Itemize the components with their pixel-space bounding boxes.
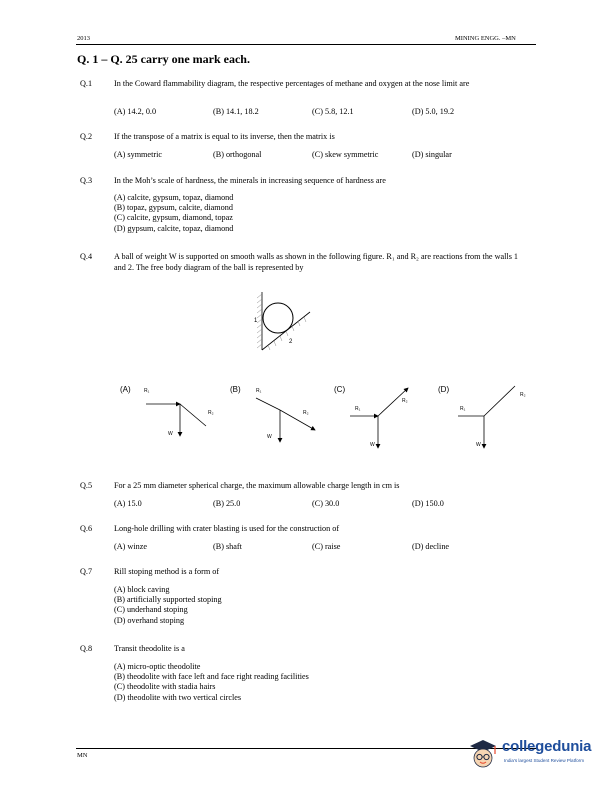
option-a: (A) 15.0 bbox=[114, 499, 142, 508]
question-number: Q.6 bbox=[80, 524, 93, 533]
question-number: Q.2 bbox=[80, 132, 93, 141]
w-label: W bbox=[476, 442, 481, 448]
question-text: A ball of weight W is supported on smooth walls as shown in the following figure. R₁ and R₂ are reactions from the walls 1 and 2. The free body diagram of the ball is represented by bbox=[114, 252, 519, 272]
fbd-option-d bbox=[438, 385, 526, 448]
option-b: (B) artificially supported stoping bbox=[114, 595, 222, 605]
r2-line bbox=[180, 404, 206, 426]
r2-label: R₂ bbox=[402, 398, 408, 404]
r2-label: R₂ bbox=[303, 410, 309, 416]
w-label: W bbox=[370, 442, 375, 448]
question-text: Rill stoping method is a form of bbox=[114, 567, 220, 576]
option-c: (C) raise bbox=[312, 542, 341, 551]
options-list bbox=[114, 662, 309, 703]
footer-code: MN bbox=[77, 752, 88, 759]
option-d: (D) 5.0, 19.2 bbox=[412, 107, 455, 116]
header-rule bbox=[76, 44, 536, 45]
r1-label: R₁ bbox=[144, 388, 150, 394]
option-a: (A) block caving bbox=[114, 585, 170, 594]
r2-arrow bbox=[280, 410, 315, 430]
option-c: (C) skew symmetric bbox=[312, 150, 379, 159]
question-number: Q.1 bbox=[80, 79, 93, 88]
question-text: In the Coward flammability diagram, the respective percentages of methane and oxygen at the nose limit are bbox=[114, 79, 470, 88]
option-c: (C) 5.8, 12.1 bbox=[312, 107, 354, 116]
option-a-label: (A) bbox=[120, 385, 131, 394]
graduate-mascot-icon bbox=[466, 737, 500, 771]
question-number: Q.5 bbox=[80, 481, 93, 490]
section-title: Q. 1 – Q. 25 carry one mark each. bbox=[77, 52, 250, 66]
option-a: (A) 14.2, 0.0 bbox=[114, 107, 157, 116]
option-b: (B) orthogonal bbox=[213, 150, 262, 159]
option-b: (B) topaz, gypsum, calcite, diamond bbox=[114, 203, 233, 213]
option-d: (D) 150.0 bbox=[412, 499, 444, 508]
option-a: (A) calcite, gypsum, topaz, diamond bbox=[114, 193, 234, 202]
option-c: (C) underhand stoping bbox=[114, 605, 188, 615]
r1-label: R₁ bbox=[355, 406, 361, 412]
question-text: Transit theodolite is a bbox=[114, 644, 185, 653]
wall-1-label: 1 bbox=[254, 318, 258, 324]
option-c: (C) calcite, gypsum, diamond, topaz bbox=[114, 213, 233, 223]
w-label: W bbox=[168, 431, 173, 437]
brand-tagline: India's largest Student Review Platform bbox=[504, 758, 585, 763]
option-b-label: (B) bbox=[230, 385, 241, 394]
question-text: If the transpose of a matrix is equal to its inverse, then the matrix is bbox=[114, 132, 335, 141]
option-a: (A) winze bbox=[114, 542, 147, 551]
options-list bbox=[114, 585, 222, 626]
header-year: 2013 bbox=[77, 35, 90, 42]
option-d: (D) decline bbox=[412, 542, 450, 551]
collegedunia-logo bbox=[466, 736, 606, 772]
w-label: W bbox=[267, 434, 272, 440]
options-list bbox=[114, 193, 233, 234]
r1-line bbox=[256, 398, 280, 410]
wall-2-label: 2 bbox=[289, 339, 293, 345]
r1-label: R₁ bbox=[460, 406, 466, 412]
header-paper: MINING ENGG. –MN bbox=[455, 35, 516, 42]
option-a: (A) symmetric bbox=[114, 150, 162, 159]
option-d: (D) overhand stoping bbox=[114, 615, 185, 625]
question-number: Q.3 bbox=[80, 176, 93, 185]
option-d: (D) theodolite with two vertical circles bbox=[114, 692, 242, 702]
option-d: (D) singular bbox=[412, 150, 452, 159]
question-text: Long-hole drilling with crater blasting is used for the construction of bbox=[114, 524, 340, 533]
option-c-label: (C) bbox=[334, 385, 346, 394]
question-text: In the Moh’s scale of hardness, the minerals in increasing sequence of hardness are bbox=[114, 176, 386, 185]
option-b: (B) shaft bbox=[213, 542, 242, 551]
fbd-option-a bbox=[120, 385, 214, 437]
option-b: (B) theodolite with face left and face right reading facilities bbox=[114, 672, 309, 682]
question-number: Q.4 bbox=[80, 252, 93, 261]
fbd-option-c bbox=[334, 385, 408, 448]
question-number: Q.8 bbox=[80, 644, 93, 653]
fbd-option-b bbox=[230, 385, 315, 442]
brand-name: collegedunia bbox=[502, 738, 592, 755]
r1-label: R₁ bbox=[256, 388, 262, 394]
ball-on-walls-figure bbox=[240, 288, 330, 358]
question-number: Q.7 bbox=[80, 567, 93, 576]
option-c: (C) 30.0 bbox=[312, 499, 340, 508]
option-c: (C) theodolite with stadia hairs bbox=[114, 682, 216, 692]
option-d-label: (D) bbox=[438, 385, 450, 394]
free-body-diagram-options bbox=[110, 380, 550, 455]
question-text: For a 25 mm diameter spherical charge, the maximum allowable charge length in cm is bbox=[114, 481, 400, 490]
option-b: (B) 14.1, 18.2 bbox=[213, 107, 259, 116]
option-d: (D) gypsum, calcite, topaz, diamond bbox=[114, 223, 234, 233]
r2-label: R₂ bbox=[208, 410, 214, 416]
r2-label: R₂ bbox=[520, 392, 526, 398]
option-b: (B) 25.0 bbox=[213, 499, 241, 508]
r2-line bbox=[484, 386, 515, 416]
option-a: (A) micro-optic theodolite bbox=[114, 662, 201, 671]
